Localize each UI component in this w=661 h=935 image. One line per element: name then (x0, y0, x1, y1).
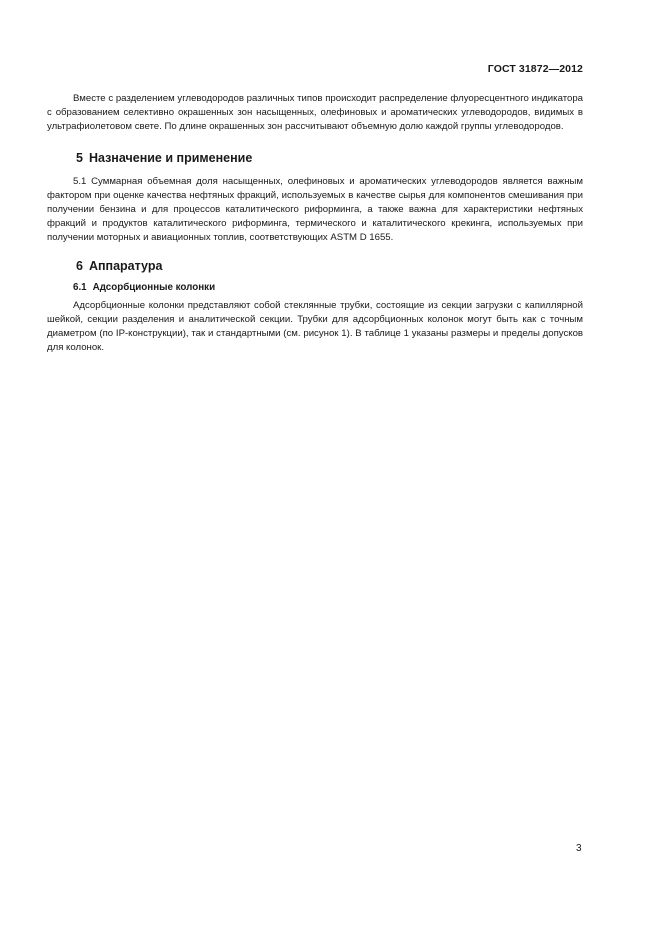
page-number: 3 (576, 843, 582, 854)
document-code-header: ГОСТ 31872—2012 (487, 63, 583, 75)
section-6-heading (47, 259, 583, 273)
subsection-6-1-heading (47, 282, 583, 293)
section-6-title: Аппаратура (88, 259, 163, 273)
subsection-6-1-title: Адсорбционные колонки (92, 282, 216, 293)
section-5-heading (47, 151, 583, 165)
section-5-title: Назначение и применение (88, 151, 253, 165)
page-body (47, 92, 583, 355)
intro-paragraph: Вместе с разделением углеводородов различных типов происходит распределение флуоресцентного индикатора с образованием селективно окрашенных зон насыщенных, олефиновых и ароматических углеводородов, видимых в ультрафиолетовом свете. По длине окрашенных зон рассчитывают объемную долю каждой группы углеводородов. (47, 93, 583, 132)
subsection-6-1-number: 6.1 (73, 282, 87, 293)
section-6-number: 6 (76, 259, 83, 273)
paragraph-6-1: Адсорбционные колонки представляют собой стеклянные трубки, состоящие из секции загрузки с капиллярной шейкой, секции разделения и аналитической секции. Трубки для адсорбционных колонок могут быть как с точным диаметром (по IP-конструкции), так и стандартными (см. рисунок 1). В таблице 1 указаны размеры и пределы допусков для колонок. (47, 300, 583, 353)
section-5-number: 5 (76, 151, 83, 165)
paragraph-5-1: 5.1 Суммарная объемная доля насыщенных, олефиновых и ароматических углеводородов является важным фактором при оценке качества нефтяных фракций, используемых в качестве сырья для компонентов смешивания при получении бензина и для процессов каталитического риформинга, а также важна для характеристики нефтяных фракций и продуктов каталитического риформинга, термического и каталитического крекинга, используемых при получении моторных и авиационных топлив, соответствующих ASTM D 1655. (47, 176, 583, 243)
